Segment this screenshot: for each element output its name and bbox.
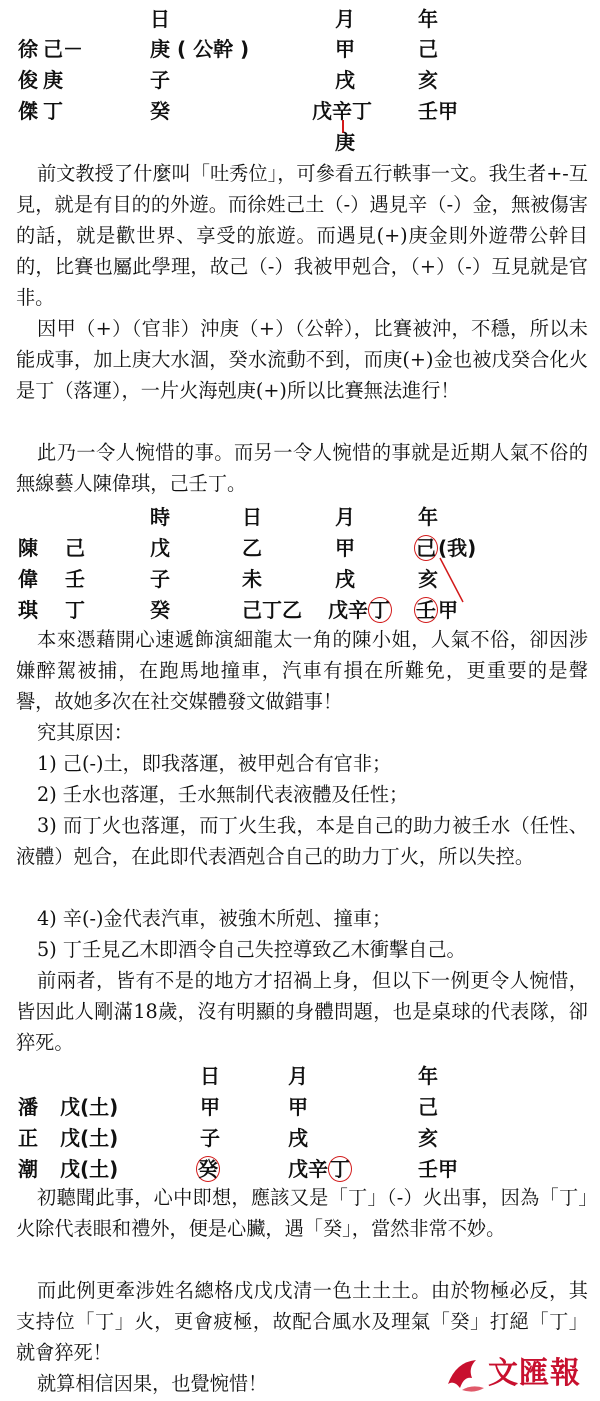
row-hour: 戊: [150, 536, 170, 560]
paragraph: 因甲（+）（官非）沖庚（+）（公幹），比賽被沖，不穩，所以未能成事，加上庚大水涸，癸水流動不到，而庚(+)金也被戊癸合化火是丁（落運），一片火海剋庚(+)所以比賽無法進行！: [16, 317, 588, 402]
header-day: 日: [200, 1064, 220, 1088]
header-year: 年: [418, 1064, 438, 1088]
header-month: 月: [335, 505, 355, 529]
header-year: 年: [418, 505, 438, 529]
row-name: 潘: [18, 1095, 38, 1119]
row-stem: 壬: [65, 567, 85, 591]
row-month: 戊辛丁: [312, 99, 372, 123]
row-stem: 戊(土): [60, 1126, 119, 1150]
row-day: [196, 1154, 220, 1185]
row-stem: 庚: [43, 68, 63, 92]
row-name: 傑: [18, 99, 38, 123]
link-line: [0, 0, 600, 160]
highlight-circle: 壬: [416, 598, 436, 622]
paragraph: 而此例更牽涉姓名總格戊戊戊清一色土土土。由於物極必反，其支持位「丁」火，更會疲極，故配合風水及理氣「癸」打絕「丁」就會猝死！: [16, 1279, 588, 1364]
paragraph: 2) 壬水也落運，壬水無制代表液體及任性；: [37, 783, 409, 806]
paragraph: 5) 丁壬見乙木即酒令自己失控導致乙木衝擊自己。: [37, 938, 466, 961]
row-hour: 子: [150, 567, 170, 591]
row-day: 癸: [150, 99, 170, 123]
link-line: [0, 500, 600, 625]
row-year: 亥: [418, 567, 438, 591]
row-month: 戌: [335, 567, 355, 591]
highlight-circle: 丁: [330, 1157, 350, 1181]
row-day: 甲: [200, 1095, 220, 1119]
paragraph: 前文教授了什麼叫「吐秀位」，可參看五行軼事一文。我生者+-互見，就是有目的的外遊。而徐姓己土（-）遇見辛（-）金，無被傷害的話，就是歡世界、享受的旅遊。而遇見(+)庚金則外遊帶公幹目的，比賽也屬此學理，故己（-）我被甲剋合，（+）（-）互見就是官非。: [16, 162, 588, 309]
row-month: 甲: [335, 536, 355, 560]
row-day: 子: [200, 1126, 220, 1150]
year-suffix: (我): [438, 536, 477, 560]
logo-text: 文匯報: [488, 1356, 581, 1391]
month-prefix: 戊辛: [288, 1157, 328, 1181]
row-stem: 己－: [43, 37, 83, 61]
highlight-circle: 己: [416, 536, 436, 560]
header-day: 日: [150, 7, 170, 31]
row-year: 壬甲: [418, 1157, 458, 1181]
wen-wei-po-logo: [442, 1354, 592, 1396]
row-name: 俊: [18, 68, 38, 92]
header-hour: 時: [150, 505, 170, 529]
paragraph: 究其原因：: [37, 721, 133, 744]
header-month: 月: [335, 7, 355, 31]
row-day: 乙: [242, 536, 262, 560]
row-stem: 戊(土): [60, 1095, 119, 1119]
row-name: 徐: [18, 37, 38, 61]
paragraph: 初聽聞此事，心中即想，應該又是「丁」（-）火出事，因為「丁」火除代表眼和禮外，便是心臟，遇「癸」，當然非常不妙。: [16, 1186, 588, 1240]
row-month: 戌: [288, 1126, 308, 1150]
chart-table-1: [0, 0, 600, 160]
row-name: 偉: [18, 567, 38, 591]
row-hour: 癸: [150, 598, 170, 622]
logo-emblem-icon: [442, 1354, 488, 1396]
paragraph: 4) 辛(-)金代表汽車，被強木所剋、撞車；: [37, 907, 392, 930]
chart-table-3: [0, 1058, 600, 1186]
chart-table-2: [0, 500, 600, 625]
row-month: [288, 1154, 352, 1185]
row-stem: 己: [65, 536, 85, 560]
row-day: 庚 ( 公幹 ): [150, 37, 250, 61]
row-stem: 丁: [43, 99, 63, 123]
highlight-circle: 癸: [198, 1157, 218, 1181]
paragraph: 前兩者，皆有不是的地方才招禍上身，但以下一例更令人惋惜，皆因此人剛滿18歲，沒有明顯的身體問題，也是桌球的代表隊，卻猝死。: [16, 969, 588, 1054]
paragraph: 此乃一令人惋惜的事。而另一令人惋惜的事就是近期人氣不俗的無線藝人陳偉琪，己壬丁。: [16, 441, 588, 495]
header-month: 月: [288, 1064, 308, 1088]
row-month: 戌: [335, 68, 355, 92]
row-name: 陳: [18, 536, 38, 560]
row-year: 亥: [418, 1126, 438, 1150]
row-stem: 戊(土): [60, 1157, 119, 1181]
row-stem: 丁: [65, 598, 85, 622]
paragraph: 3) 而丁火也落運，而丁火生我，本是自己的助力被壬水（任性、液體）剋合，在此即代表酒剋合自己的助力丁火，所以失控。: [16, 814, 588, 868]
highlight-circle: 丁: [370, 598, 390, 622]
row-year: 己: [418, 1095, 438, 1119]
year-suffix: 甲: [438, 598, 458, 622]
paragraph: 就算相信因果，也覺惋惜！: [37, 1372, 268, 1395]
row-day: 未: [242, 567, 262, 591]
paragraph: 1) 己(-)土，即我落運，被甲剋合有官非；: [37, 752, 392, 775]
note-char: 庚: [335, 130, 355, 154]
row-month: 甲: [288, 1095, 308, 1119]
row-day: 己丁乙: [242, 598, 302, 622]
row-name: 琪: [18, 598, 38, 622]
row-year: 壬甲: [418, 99, 458, 123]
row-name: 潮: [18, 1157, 38, 1181]
row-day: 子: [150, 68, 170, 92]
header-year: 年: [418, 7, 438, 31]
paragraph: 本來憑藉開心速遞飾演細龍太一角的陳小姐，人氣不俗，卻因涉嫌醉駕被捕，在跑馬地撞車，汽車有損在所難免，更重要的是聲譽，故她多次在社交媒體發文做錯事！: [16, 628, 588, 713]
row-month: 甲: [335, 37, 355, 61]
month-prefix: 戊辛: [328, 598, 368, 622]
row-name: 正: [18, 1126, 38, 1150]
row-year: 亥: [418, 68, 438, 92]
row-year: 己: [418, 37, 438, 61]
header-day: 日: [242, 505, 262, 529]
